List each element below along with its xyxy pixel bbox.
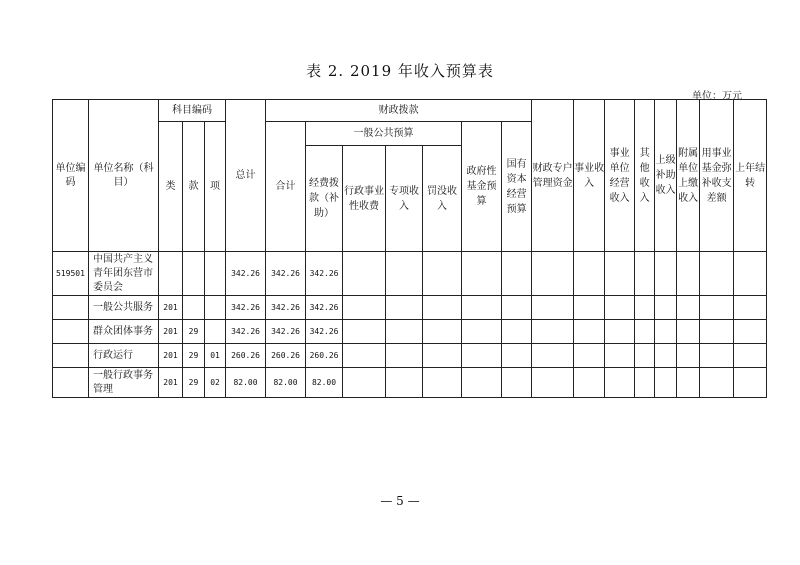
header-affiliated-income: 附属单位上缴收入 <box>677 100 700 252</box>
row-xiang <box>205 320 226 344</box>
row-lei: 201 <box>159 344 183 368</box>
row-kuan <box>183 296 205 320</box>
row-kuan <box>183 252 205 296</box>
row-code <box>53 368 89 398</box>
unit-label: 单位：万元 <box>692 91 742 102</box>
row-subtotal: 260.26 <box>266 344 306 368</box>
row-subtotal: 342.26 <box>266 252 306 296</box>
row-subtotal: 342.26 <box>266 296 306 320</box>
row-lei: 201 <box>159 320 183 344</box>
row-kuan: 29 <box>183 344 205 368</box>
header-xiang: 项 <box>205 122 226 252</box>
table-row <box>53 320 767 344</box>
row-total: 342.26 <box>226 252 266 296</box>
table-title: 表 2. 2019 年收入预算表 <box>306 62 494 80</box>
header-state-capital: 国有资本经营预算 <box>502 122 532 252</box>
header-superior-subsidy: 上级补助收入 <box>655 100 677 252</box>
header-fund-make-up: 用事业基金弥补收支差额 <box>700 100 734 252</box>
row-lei: 201 <box>159 368 183 398</box>
income-budget-table <box>52 99 767 398</box>
row-funding: 342.26 <box>306 296 343 320</box>
header-special-mgmt: 财政专户管理资金 <box>532 100 574 252</box>
header-general-budget: 一般公共预算 <box>306 122 462 146</box>
table-row <box>53 252 767 296</box>
page-number: — 5 — <box>380 494 420 508</box>
header-subtotal: 合计 <box>266 122 306 252</box>
row-total: 342.26 <box>226 320 266 344</box>
row-code: 519501 <box>53 252 89 296</box>
row-funding: 82.00 <box>306 368 343 398</box>
row-name: 中国共产主义青年团东营市委员会 <box>89 252 159 296</box>
header-total: 总计 <box>226 100 266 252</box>
row-total: 342.26 <box>226 296 266 320</box>
header-subject-code: 科目编码 <box>159 100 226 122</box>
row-subtotal: 342.26 <box>266 320 306 344</box>
table-row <box>53 368 767 398</box>
header-other-income: 其他收入 <box>635 100 655 252</box>
row-name: 一般行政事务管理 <box>89 368 159 398</box>
header-unit-name: 单位名称（科目） <box>89 100 159 252</box>
header-gov-fund: 政府性基金预算 <box>462 122 502 252</box>
header-biz-income: 事业收入 <box>574 100 605 252</box>
row-xiang <box>205 296 226 320</box>
row-lei: 201 <box>159 296 183 320</box>
row-code <box>53 320 89 344</box>
row-name: 群众团体事务 <box>89 320 159 344</box>
table-row <box>53 344 767 368</box>
row-xiang: 01 <box>205 344 226 368</box>
header-unit-code: 单位编码 <box>53 100 89 252</box>
row-code <box>53 344 89 368</box>
row-kuan: 29 <box>183 368 205 398</box>
header-fines: 罚没收入 <box>423 146 462 252</box>
table-row <box>53 296 767 320</box>
header-admin-fees: 行政事业性收费 <box>343 146 386 252</box>
header-biz-unit-income: 事业单位经营收入 <box>605 100 635 252</box>
row-name: 一般公共服务 <box>89 296 159 320</box>
row-funding: 342.26 <box>306 320 343 344</box>
header-special-income: 专项收入 <box>386 146 423 252</box>
row-name: 行政运行 <box>89 344 159 368</box>
header-funding: 经费拨款（补助） <box>306 146 343 252</box>
row-funding: 342.26 <box>306 252 343 296</box>
row-funding: 260.26 <box>306 344 343 368</box>
header-kuan: 款 <box>183 122 205 252</box>
header-lei: 类 <box>159 122 183 252</box>
row-xiang: 02 <box>205 368 226 398</box>
header-fiscal: 财政拨款 <box>266 100 532 122</box>
row-total: 260.26 <box>226 344 266 368</box>
header-carryover: 上年结转 <box>734 100 767 252</box>
row-kuan: 29 <box>183 320 205 344</box>
row-code <box>53 296 89 320</box>
row-xiang <box>205 252 226 296</box>
row-lei <box>159 252 183 296</box>
row-subtotal: 82.00 <box>266 368 306 398</box>
row-total: 82.00 <box>226 368 266 398</box>
